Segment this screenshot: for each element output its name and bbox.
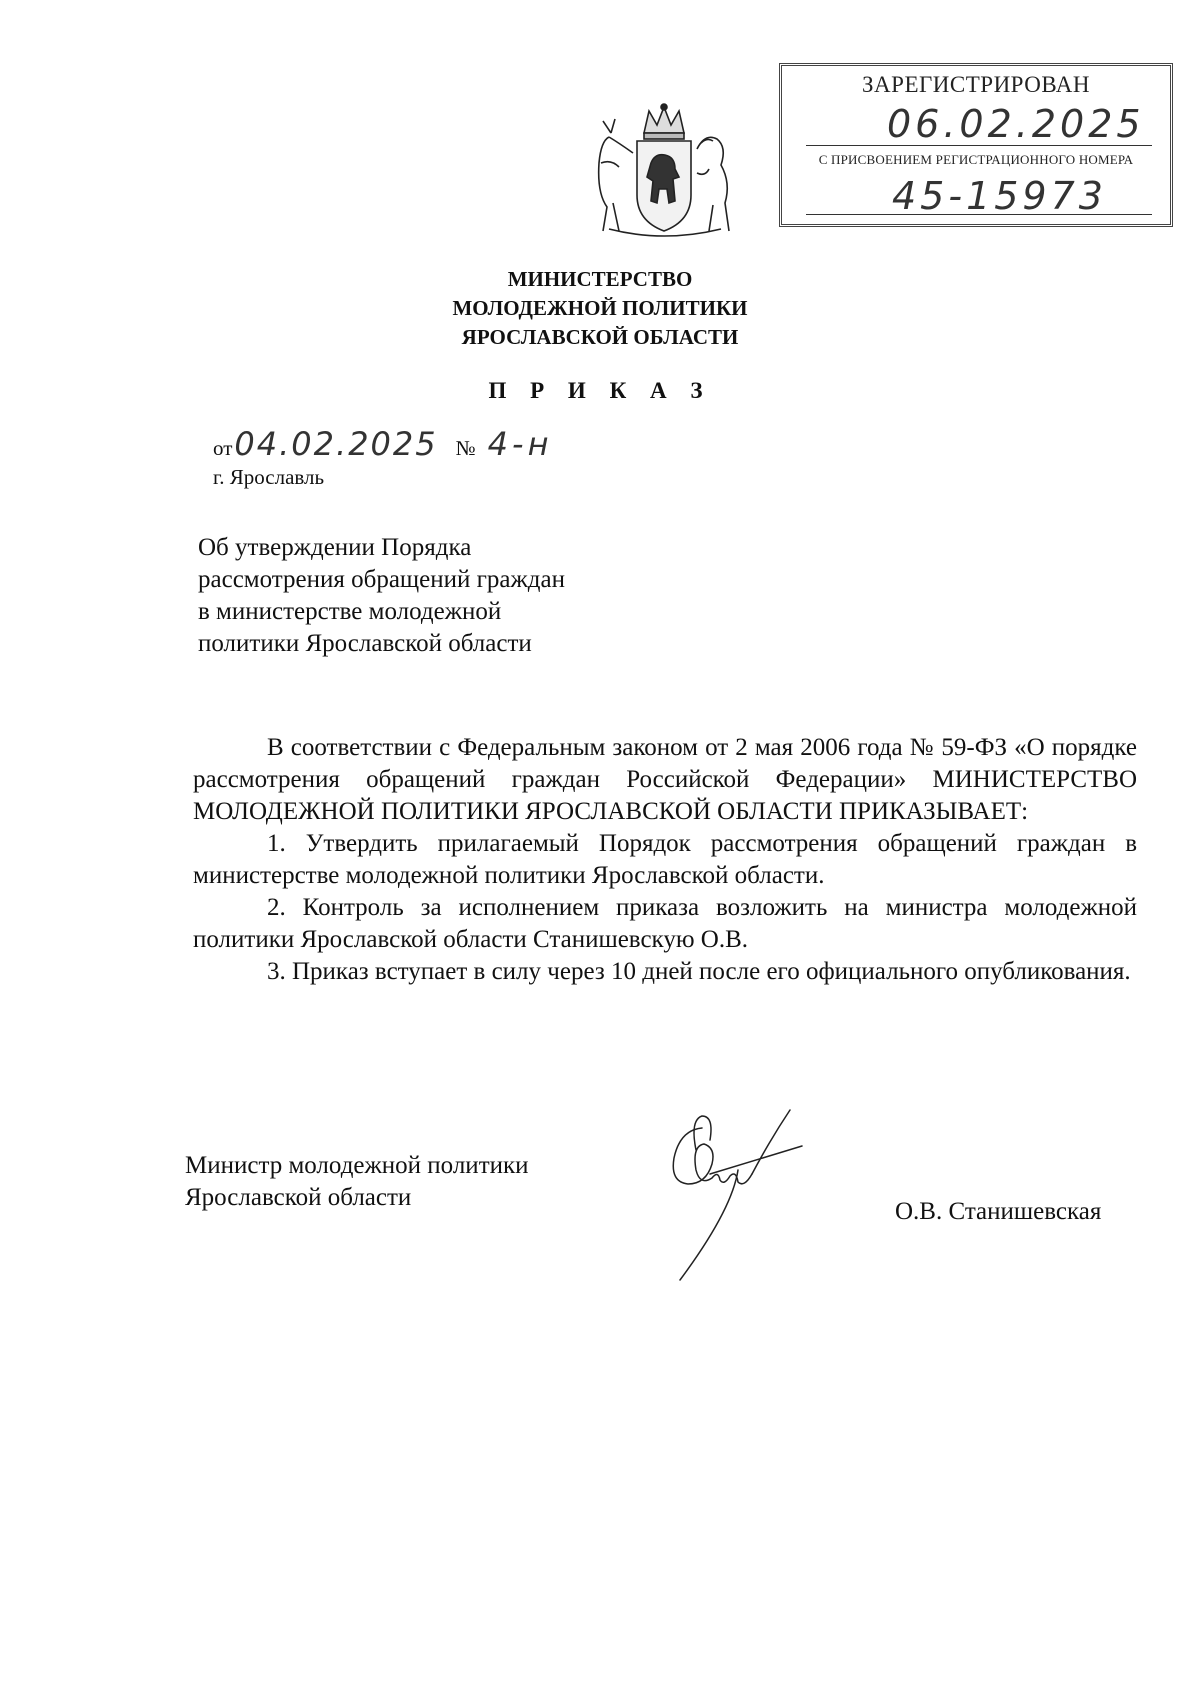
handwritten-signature-icon: [640, 1100, 840, 1290]
subject-line: политики Ярославской области: [198, 630, 532, 657]
position-line: Министр молодежной политики: [185, 1152, 529, 1179]
order-item: 1. Утвердить прилагаемый Порядок рассмотрения обращений граждан в министерстве молодежной политики Ярославской области.: [193, 830, 1137, 889]
stamp-divider: [806, 214, 1152, 215]
ministry-name-line: МИНИСТЕРСТВО: [507, 267, 693, 291]
order-item: 2. Контроль за исполнением приказа возложить на министра молодежной политики Ярославской области Станишевскую О.В.: [193, 894, 1137, 953]
order-subject: [198, 532, 565, 660]
order-item: 3. Приказ вступает в силу через 10 дней после его официального опубликования.: [267, 958, 1131, 985]
preamble: В соответствии с Федеральным законом от 2 мая 2006 года № 59-ФЗ «О порядке рассмотрения обращений граждан Российской Федерации» МИНИСТЕРСТВО МОЛОДЕЖНОЙ ПОЛИТИКИ ЯРОСЛАВСКОЙ ОБЛАСТИ ПРИКАЗЫВАЕТ:: [193, 734, 1137, 825]
position-line: Ярославской области: [185, 1184, 412, 1211]
ministry-name-line: ЯРОСЛАВСКОЙ ОБЛАСТИ: [461, 325, 739, 349]
signatory-position: [185, 1150, 529, 1214]
subject-line: в министерстве молодежной: [198, 598, 502, 625]
stamp-title: ЗАРЕГИСТРИРОВАН: [862, 72, 1090, 97]
order-body: [193, 732, 1137, 988]
order-date: 04.02.2025: [234, 425, 438, 463]
ministry-name-line: МОЛОДЕЖНОЙ ПОЛИТИКИ: [452, 296, 748, 320]
order-number: 4-н: [487, 425, 553, 463]
yaroslavl-region-coat-of-arms-icon: [589, 103, 739, 240]
number-prefix: №: [455, 436, 476, 460]
stamp-subtitle: С ПРИСВОЕНИЕМ РЕГИСТРАЦИОННОГО НОМЕРА: [818, 152, 1134, 167]
signatory-name: О.В. Станишевская: [895, 1198, 1102, 1225]
document-type: П Р И К А З: [488, 378, 712, 403]
ministry-name: [0, 265, 1200, 352]
subject-line: рассмотрения обращений граждан: [198, 566, 565, 593]
order-date-number: [213, 425, 553, 463]
order-city: г. Ярославль: [213, 465, 325, 489]
stamp-divider: [806, 145, 1152, 146]
subject-line: Об утверждении Порядка: [198, 534, 472, 561]
registration-stamp: [779, 63, 1173, 227]
stamp-number: 45-15973: [892, 174, 1107, 218]
stamp-date: 06.02.2025: [887, 102, 1145, 146]
date-prefix: от: [213, 436, 233, 460]
